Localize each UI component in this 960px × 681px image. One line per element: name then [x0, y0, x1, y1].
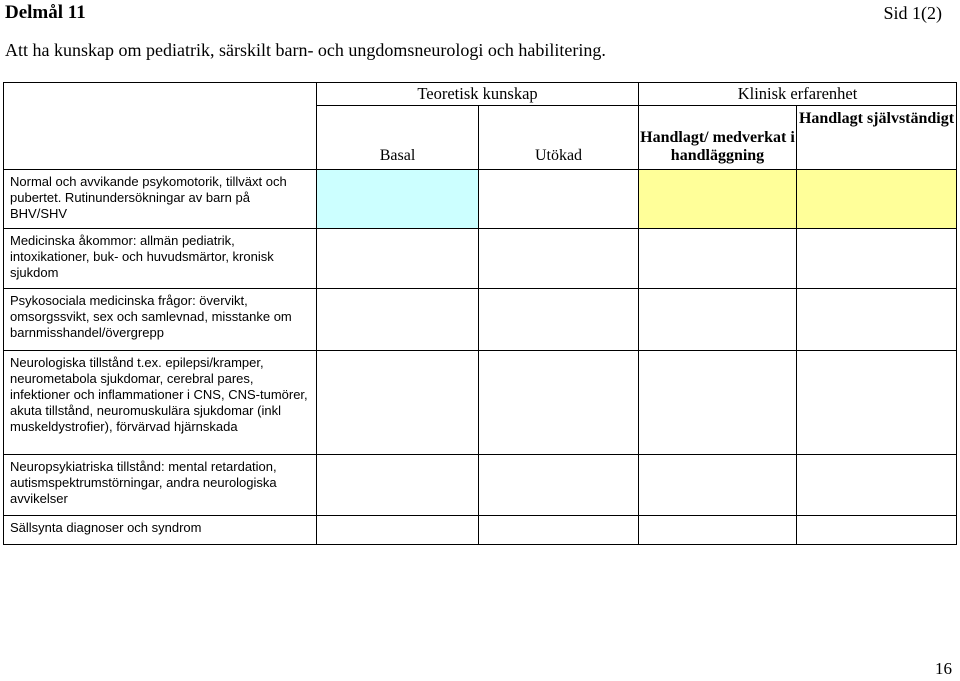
cell-extended: [479, 229, 639, 289]
cell-basal: [317, 170, 479, 229]
table-row-label: Medicinska åkommor: allmän pediatrik, intoxikationer, buk- och huvudsmärtor, kronisk sjukdom: [4, 229, 317, 289]
table-row-label: Neurologiska tillstånd t.ex. epilepsi/kramper, neurometabola sjukdomar, cerebral pares, infektioner och inflammationer i CNS, CNS-tumörer, akuta tillstånd, neuromuskulära sjukdomar (inkl muskeldystrofier), förvärvad hjärnskada: [4, 351, 317, 455]
cell-extended: [479, 351, 639, 455]
goal-description: Att ha kunskap om pediatrik, särskilt barn- och ungdomsneurologi och habilitering.: [5, 40, 606, 60]
cell-extended: [479, 455, 639, 516]
cell-basal: [317, 289, 479, 351]
cell-handled-independently: [797, 351, 957, 455]
header-theory: Teoretisk kunskap: [317, 83, 639, 106]
cell-handled-independently: [797, 455, 957, 516]
cell-handled-participated: [639, 516, 797, 545]
header-clinical: Klinisk erfarenhet: [639, 83, 957, 106]
competence-table: [3, 82, 957, 545]
table-row-label: Sällsynta diagnoser och syndrom: [4, 516, 317, 545]
cell-handled-participated: [639, 455, 797, 516]
table-row-label: Normal och avvikande psykomotorik, tillväxt och pubertet. Rutinundersökningar av barn på BHV/SHV: [4, 170, 317, 229]
cell-basal: [317, 229, 479, 289]
col-basal: Basal: [317, 106, 479, 170]
cell-handled-independently: [797, 229, 957, 289]
footer-page-number: 16: [935, 659, 952, 678]
page-indicator: Sid 1(2): [883, 3, 942, 23]
cell-extended: [479, 170, 639, 229]
col-extended: Utökad: [479, 106, 639, 170]
table-row-label: Neuropsykiatriska tillstånd: mental retardation, autismspektrumstörningar, andra neurologiska avvikelser: [4, 455, 317, 516]
cell-handled-independently: [797, 516, 957, 545]
section-title: Delmål 11: [5, 2, 86, 23]
cell-handled-participated: [639, 351, 797, 455]
table-row-label: Psykosociala medicinska frågor: övervikt, omsorgssvikt, sex och samlevnad, misstanke om barnmisshandel/övergrepp: [4, 289, 317, 351]
cell-handled-participated: [639, 170, 797, 229]
col-handled-independently: Handlagt självständigt: [797, 106, 957, 170]
cell-basal: [317, 351, 479, 455]
cell-basal: [317, 516, 479, 545]
cell-extended: [479, 516, 639, 545]
col-handled-participated: Handlagt/ medverkat i handläggning: [639, 106, 797, 170]
cell-handled-independently: [797, 289, 957, 351]
cell-basal: [317, 455, 479, 516]
cell-extended: [479, 289, 639, 351]
cell-handled-participated: [639, 289, 797, 351]
cell-handled-participated: [639, 229, 797, 289]
table-corner-cell: [4, 83, 317, 170]
cell-handled-independently: [797, 170, 957, 229]
